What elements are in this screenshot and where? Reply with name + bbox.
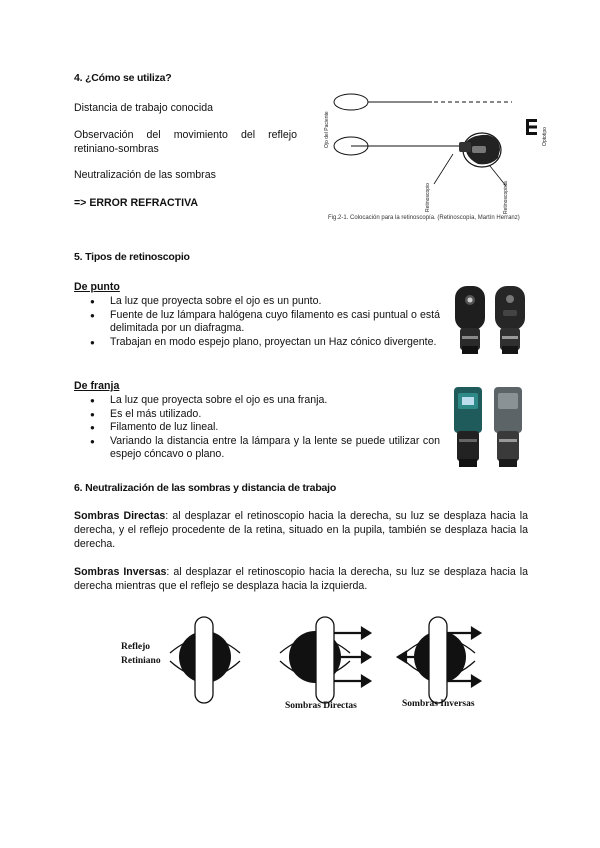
sombras-inversas-paragraph — [74, 565, 528, 593]
sombras-inversas-text: : al desplazar el retinoscopio hacia la derecha, su luz se desplaza hacia la derecha mientras que el reflejo se desplaza hacia la izquierda. — [74, 566, 528, 592]
setup-diagram — [322, 86, 546, 214]
shadow-neutralization-text: Neutralización de las sombras — [74, 169, 216, 181]
optotype-e-icon — [526, 119, 537, 135]
working-distance-text: Distancia de trabajo conocida — [74, 102, 213, 114]
retinoscope-label: Retinoscopio — [425, 183, 431, 212]
spot-retinoscope-images — [450, 284, 532, 358]
examiner-label: Retinoscopista — [503, 181, 509, 214]
spot-retinoscope-photo — [450, 284, 532, 358]
reflex-label-line2: Retiniano — [121, 656, 161, 666]
section4-title: 4. ¿Cómo se utiliza? — [74, 72, 172, 84]
retinoscopy-setup-figure — [322, 86, 546, 226]
list-item: ● La luz que proyecta sobre el ojo es una franja. — [74, 394, 440, 408]
inverse-shadows-label: Sombras Inversas — [402, 699, 475, 709]
list-item: ● Fuente de luz lámpara halógena cuyo filamento es casi puntual o está delimitada por un diafragma. — [74, 309, 440, 336]
sombras-inversas-term: Sombras Inversas — [74, 566, 167, 578]
reflex-label-line1: Reflejo — [121, 642, 151, 652]
direct-shadows-label: Sombras Directas — [285, 701, 357, 711]
refractive-error-text: => ERROR REFRACTIVA — [74, 197, 199, 209]
patient-eye-label: Ojo del Paciente — [324, 111, 330, 148]
sombras-directas-text: : al desplazar el retinoscopio hacia la derecha, su luz se desplaza hacia la derecha, y el reflejo procedente de la retina, situado en la pupila, también se desplaza hacia la derecha. — [74, 510, 528, 550]
setup-figure-caption: Fig.2-1. Colocación para la retinoscopía. (Retinoscopía, Martín Herranz) — [328, 215, 520, 221]
shadows-figure — [110, 605, 490, 715]
list-item: ● Variando la distancia entre la lámpara y la lente se puede utilizar con espejo cóncavo o plano. — [74, 435, 440, 462]
section5-title: 5. Tipos de retinoscopio — [74, 251, 190, 263]
retinal-reflex-eye — [170, 617, 240, 703]
list-item: ● Filamento de luz lineal. — [74, 421, 440, 435]
optotype-label: Optotipo — [542, 127, 548, 146]
reflex-observation-text: Observación del movimiento del reflejo retiniano-sombras — [74, 129, 297, 155]
streak-retinoscope-images — [448, 385, 532, 471]
punto-list — [74, 295, 440, 349]
list-item: ● Trabajan en modo espejo plano, proyectan un Haz cónico divergente. — [74, 336, 440, 350]
sombras-directas-term: Sombras Directas — [74, 510, 166, 522]
direct-shadows-eye — [280, 617, 370, 703]
punto-heading: De punto — [74, 281, 120, 293]
franja-heading: De franja — [74, 380, 120, 392]
franja-list — [74, 394, 440, 462]
streak-retinoscope-photo — [448, 385, 532, 471]
list-item: ● La luz que proyecta sobre el ojo es un punto. — [74, 295, 440, 309]
list-item: ● Es el más utilizado. — [74, 408, 440, 422]
inverse-shadows-eye — [398, 617, 480, 703]
section6-title: 6. Neutralización de las sombras y distancia de trabajo — [74, 482, 337, 494]
sombras-directas-paragraph — [74, 509, 528, 551]
